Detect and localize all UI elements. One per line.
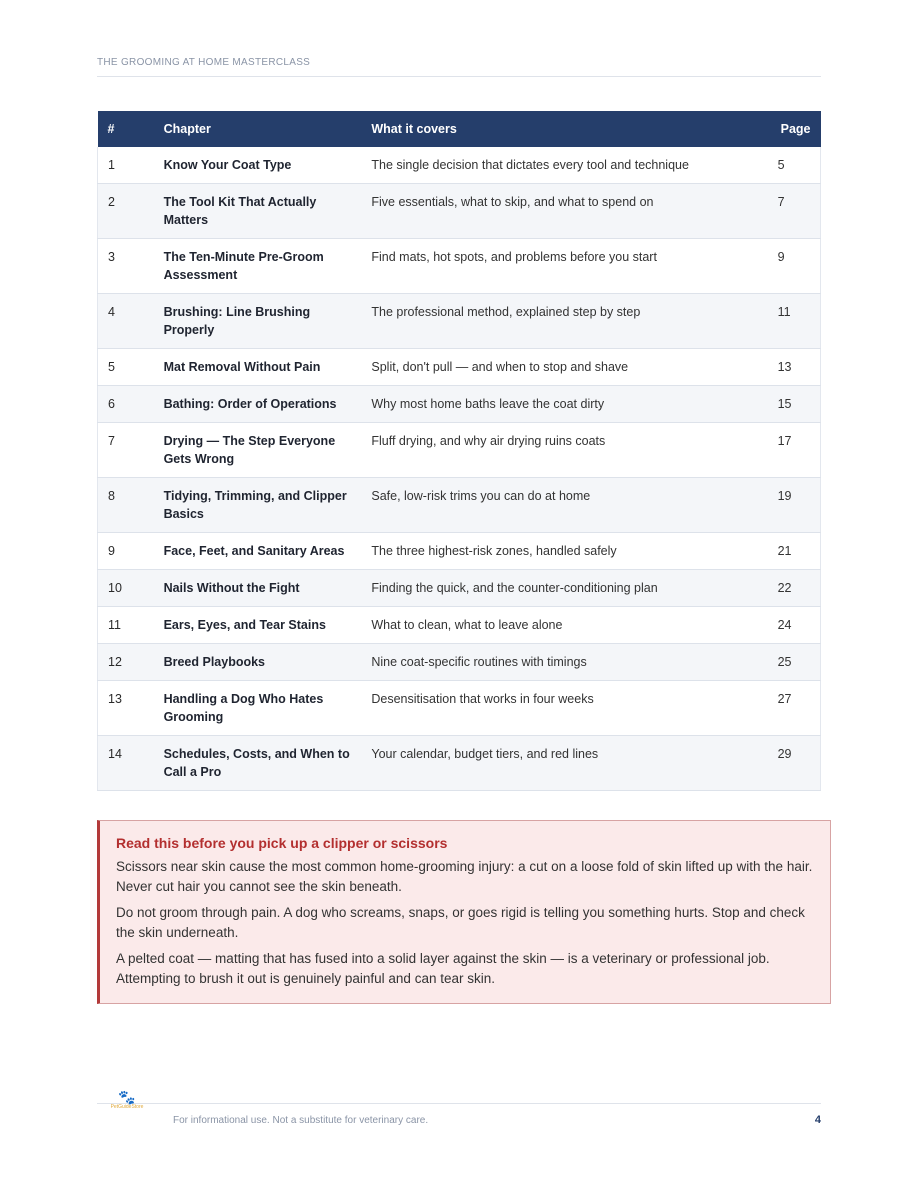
chapter-summary: Your calendar, budget tiers, and red lines	[361, 736, 767, 791]
chapter-number: 14	[98, 736, 154, 791]
footer-disclaimer: For informational use. Not a substitute for veterinary care.	[173, 1115, 429, 1126]
chapter-title: The Ten-Minute Pre-Groom Assessment	[154, 239, 362, 294]
chapter-number: 1	[98, 147, 154, 184]
table-row	[98, 533, 821, 570]
warning-paragraph: Do not groom through pain. A dog who screams, snaps, or goes rigid is telling you something hurts. Stop and check the skin underneath.	[116, 905, 805, 940]
table-row	[98, 386, 821, 423]
chapter-page: 9	[768, 239, 821, 294]
chapter-number: 2	[98, 184, 154, 239]
table-row	[98, 294, 821, 349]
chapter-page: 13	[768, 349, 821, 386]
chapter-number: 10	[98, 570, 154, 607]
chapter-title: Tidying, Trimming, and Clipper Basics	[154, 478, 362, 533]
chapter-title: Bathing: Order of Operations	[154, 386, 362, 423]
chapter-page: 17	[768, 423, 821, 478]
table-row	[98, 349, 821, 386]
chapter-page: 27	[768, 681, 821, 736]
chapter-page: 29	[768, 736, 821, 791]
chapter-summary: The three highest-risk zones, handled safely	[361, 533, 767, 570]
chapter-summary: Safe, low-risk trims you can do at home	[361, 478, 767, 533]
table-row	[98, 644, 821, 681]
chapter-summary: Five essentials, what to skip, and what to spend on	[361, 184, 767, 239]
warning-paragraph: A pelted coat — matting that has fused into a solid layer against the skin — is a veterinary or professional job. Attempting to brush it out is genuinely painful and can tear skin.	[116, 951, 770, 986]
brand-logo	[107, 1090, 147, 1110]
chapter-summary: Why most home baths leave the coat dirty	[361, 386, 767, 423]
table-row	[98, 239, 821, 294]
table-row	[98, 423, 821, 478]
table-row	[98, 607, 821, 644]
chapter-summary: Desensitisation that works in four weeks	[361, 681, 767, 736]
logo-text: PetGuideStore	[110, 1104, 144, 1110]
chapter-page: 15	[768, 386, 821, 423]
chapter-page: 25	[768, 644, 821, 681]
chapter-title: Know Your Coat Type	[154, 147, 362, 184]
chapter-title: The Tool Kit That Actually Matters	[154, 184, 362, 239]
chapter-page: 22	[768, 570, 821, 607]
chapter-title: Ears, Eyes, and Tear Stains	[154, 607, 362, 644]
column-header-covers: What it covers	[371, 122, 457, 136]
running-header: THE GROOMING AT HOME MASTERCLASS	[97, 57, 821, 77]
chapter-title: Schedules, Costs, and When to Call a Pro	[154, 736, 362, 791]
table-header-row	[98, 111, 821, 147]
chapter-page: 24	[768, 607, 821, 644]
table-body	[98, 147, 821, 791]
chapter-number: 11	[98, 607, 154, 644]
chapter-summary: The professional method, explained step by step	[361, 294, 767, 349]
chapter-table	[97, 111, 821, 791]
table-row	[98, 184, 821, 239]
table-row	[98, 147, 821, 184]
chapter-title: Brushing: Line Brushing Properly	[154, 294, 362, 349]
chapter-number: 5	[98, 349, 154, 386]
chapter-summary: Nine coat-specific routines with timings	[361, 644, 767, 681]
chapter-page: 21	[768, 533, 821, 570]
page-footer	[97, 1089, 821, 1134]
chapter-page: 7	[768, 184, 821, 239]
chapter-number: 9	[98, 533, 154, 570]
column-header-chapter: Chapter	[163, 122, 211, 136]
chapter-number: 4	[98, 294, 154, 349]
warning-paragraph: Scissors near skin cause the most common home-grooming injury: a cut on a loose fold of skin lifted up with the hair. Never cut hair you cannot see the skin beneath.	[116, 859, 813, 894]
chapter-summary: What to clean, what to leave alone	[361, 607, 767, 644]
chapter-number: 6	[98, 386, 154, 423]
chapter-page: 19	[768, 478, 821, 533]
chapter-number: 12	[98, 644, 154, 681]
chapter-title: Handling a Dog Who Hates Grooming	[154, 681, 362, 736]
table-row	[98, 570, 821, 607]
chapter-number: 8	[98, 478, 154, 533]
chapter-title: Face, Feet, and Sanitary Areas	[154, 533, 362, 570]
chapter-page: 11	[768, 294, 821, 349]
chapter-page: 5	[768, 147, 821, 184]
chapter-summary: Split, don't pull — and when to stop and shave	[361, 349, 767, 386]
column-header-number: #	[107, 122, 115, 136]
warning-title: Read this before you pick up a clipper or scissors	[116, 835, 448, 851]
column-header-page: Page	[780, 122, 811, 136]
table-row	[98, 736, 821, 791]
table-row	[98, 681, 821, 736]
chapter-summary: The single decision that dictates every tool and technique	[361, 147, 767, 184]
chapter-number: 3	[98, 239, 154, 294]
page-number: 4	[814, 1114, 821, 1126]
warning-callout	[97, 820, 831, 1004]
chapter-number: 13	[98, 681, 154, 736]
chapter-summary: Finding the quick, and the counter-conditioning plan	[361, 570, 767, 607]
chapter-title: Nails Without the Fight	[154, 570, 362, 607]
chapter-number: 7	[98, 423, 154, 478]
paw-icon: 🐾	[118, 1089, 136, 1105]
chapter-title: Mat Removal Without Pain	[154, 349, 362, 386]
chapter-title: Drying — The Step Everyone Gets Wrong	[154, 423, 362, 478]
chapter-summary: Find mats, hot spots, and problems before you start	[361, 239, 767, 294]
table-row	[98, 478, 821, 533]
chapter-title: Breed Playbooks	[154, 644, 362, 681]
chapter-summary: Fluff drying, and why air drying ruins coats	[361, 423, 767, 478]
